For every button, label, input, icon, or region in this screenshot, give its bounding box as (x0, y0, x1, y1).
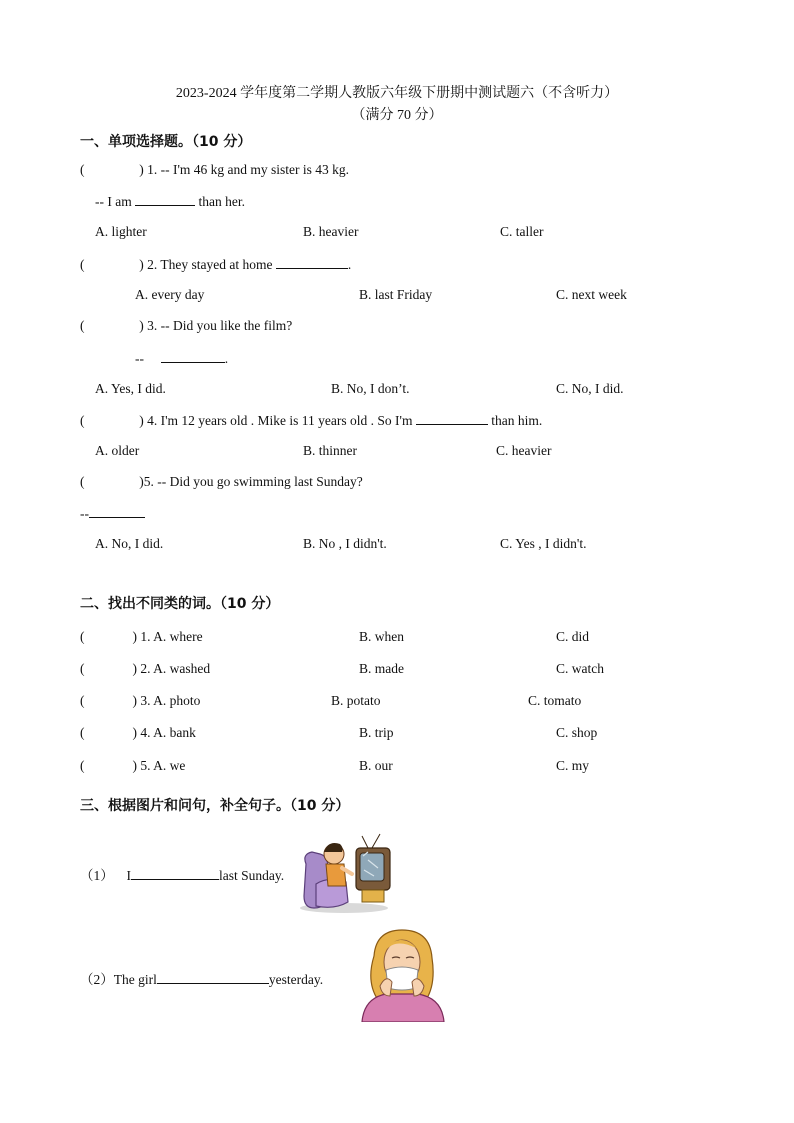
option-c[interactable]: C. No, I did. (556, 381, 624, 396)
answer-paren-open: ( (80, 162, 85, 177)
option-c[interactable]: C. tomato (528, 693, 582, 708)
option-c[interactable]: C. my (556, 758, 590, 773)
option-c[interactable]: C. shop (556, 725, 598, 740)
option-a[interactable]: 4. A. bank (140, 725, 196, 740)
answer-paren-open: ( (80, 474, 85, 489)
answer-paren-open: ( (80, 693, 85, 708)
fill-blank[interactable] (135, 193, 195, 206)
answer-paren-open: ( (80, 413, 85, 428)
answer-paren-close: ) (132, 661, 137, 676)
option-b[interactable]: B. potato (331, 693, 381, 708)
q2-stem-row (80, 256, 351, 273)
answer-paren-close: ) (139, 413, 144, 428)
q1-line2-start: -- I am (95, 194, 132, 209)
q1-line2-end: than her. (198, 194, 245, 209)
section-2-heading: 二、找出不同类的词。（10 分） (80, 596, 280, 612)
section-3-heading: 三、根据图片和问句，补全句子。（10 分） (80, 798, 350, 814)
answer-paren-open: ( (80, 318, 85, 333)
answer-paren-close: ) (132, 725, 137, 740)
sentence-end: last Sunday. (219, 868, 285, 883)
option-a[interactable]: 5. A. we (140, 758, 186, 773)
option-b[interactable]: B. No , I didn't. (303, 536, 387, 551)
option-a[interactable]: 2. A. washed (140, 661, 211, 676)
option-b[interactable]: B. thinner (303, 443, 357, 458)
question-text: 4. I'm 12 years old . Mike is 11 years old . So I'm (147, 413, 413, 428)
q4-stem-row (80, 412, 542, 429)
q2-end: . (347, 257, 352, 272)
answer-paren-close: ) (132, 629, 137, 644)
option-c[interactable]: C. Yes , I didn't. (500, 536, 587, 551)
fill-blank[interactable] (131, 867, 219, 880)
option-c[interactable]: C. taller (500, 224, 544, 239)
s3-item-2 (80, 968, 323, 988)
answer-paren-open: ( (80, 725, 85, 740)
option-c[interactable]: C. watch (556, 661, 604, 676)
option-b[interactable]: B. heavier (303, 224, 359, 239)
item-number: （2） (80, 972, 114, 987)
exam-subtitle: （满分 70 分） (351, 108, 443, 123)
option-c[interactable]: C. did (556, 629, 590, 644)
answer-paren-close: ) (139, 474, 144, 489)
option-b[interactable]: B. No, I don’t. (331, 381, 410, 396)
option-a[interactable]: A. older (95, 443, 140, 458)
q3-end: . (224, 351, 229, 366)
s2-row-5 (80, 758, 185, 774)
q3-dash: -- (135, 351, 144, 366)
q1-line2 (95, 193, 245, 210)
fill-blank[interactable] (89, 505, 145, 518)
answer-paren-open: ( (80, 629, 85, 644)
option-c[interactable]: C. heavier (496, 443, 552, 458)
girl-with-tissue-illustration (356, 926, 448, 1022)
q3-answer-line (135, 350, 228, 367)
q5-stem-row (80, 474, 363, 490)
q5-answer-line (80, 505, 145, 522)
option-b[interactable]: B. made (359, 661, 404, 676)
option-c[interactable]: C. next week (556, 287, 627, 302)
answer-paren-close: ) (139, 162, 144, 177)
answer-paren-open: ( (80, 758, 85, 773)
option-b[interactable]: B. when (359, 629, 404, 644)
sentence-start: The girl (113, 972, 157, 987)
q1-stem-row (80, 162, 349, 178)
option-a[interactable]: A. Yes, I did. (95, 381, 166, 396)
answer-paren-close: ) (132, 693, 137, 708)
s2-row-4 (80, 725, 196, 741)
option-b[interactable]: B. trip (359, 725, 394, 740)
question-text: 3. -- Did you like the film? (147, 318, 293, 333)
option-a[interactable]: 1. A. where (140, 629, 203, 644)
item-number: （1） (80, 868, 114, 883)
s2-row-3 (80, 693, 200, 709)
s3-item-1 (80, 864, 284, 884)
s2-row-1 (80, 629, 203, 645)
answer-paren-close: ) (132, 758, 137, 773)
option-b[interactable]: B. last Friday (359, 287, 433, 302)
question-text: 1. -- I'm 46 kg and my sister is 43 kg. (147, 162, 350, 177)
question-text: 2. They stayed at home (147, 257, 273, 272)
fill-blank[interactable] (416, 412, 488, 425)
sentence-end: yesterday. (268, 972, 324, 987)
option-b[interactable]: B. our (359, 758, 393, 773)
q4-end: than him. (491, 413, 543, 428)
boy-watching-tv-illustration (298, 824, 398, 914)
q5-dash: -- (80, 506, 89, 521)
option-a[interactable]: A. lighter (95, 224, 147, 239)
fill-blank[interactable] (161, 350, 225, 363)
section-1-heading: 一、单项选择题。（10 分） (80, 134, 252, 150)
exam-title: 2023-2024 学年度第二学期人教版六年级下册期中测试题六（不含听力） (175, 86, 619, 101)
answer-paren-close: ) (139, 257, 144, 272)
option-a[interactable]: A. every day (135, 287, 205, 302)
question-text: 5. -- Did you go swimming last Sunday? (143, 474, 363, 489)
answer-paren-open: ( (80, 661, 85, 676)
option-a[interactable]: 3. A. photo (140, 693, 201, 708)
option-a[interactable]: A. No, I did. (95, 536, 164, 551)
answer-paren-open: ( (80, 257, 85, 272)
q3-stem-row (80, 318, 292, 334)
answer-paren-close: ) (139, 318, 144, 333)
s2-row-2 (80, 661, 210, 677)
sentence-start: I (126, 868, 131, 883)
fill-blank[interactable] (157, 971, 269, 984)
fill-blank[interactable] (276, 256, 348, 269)
